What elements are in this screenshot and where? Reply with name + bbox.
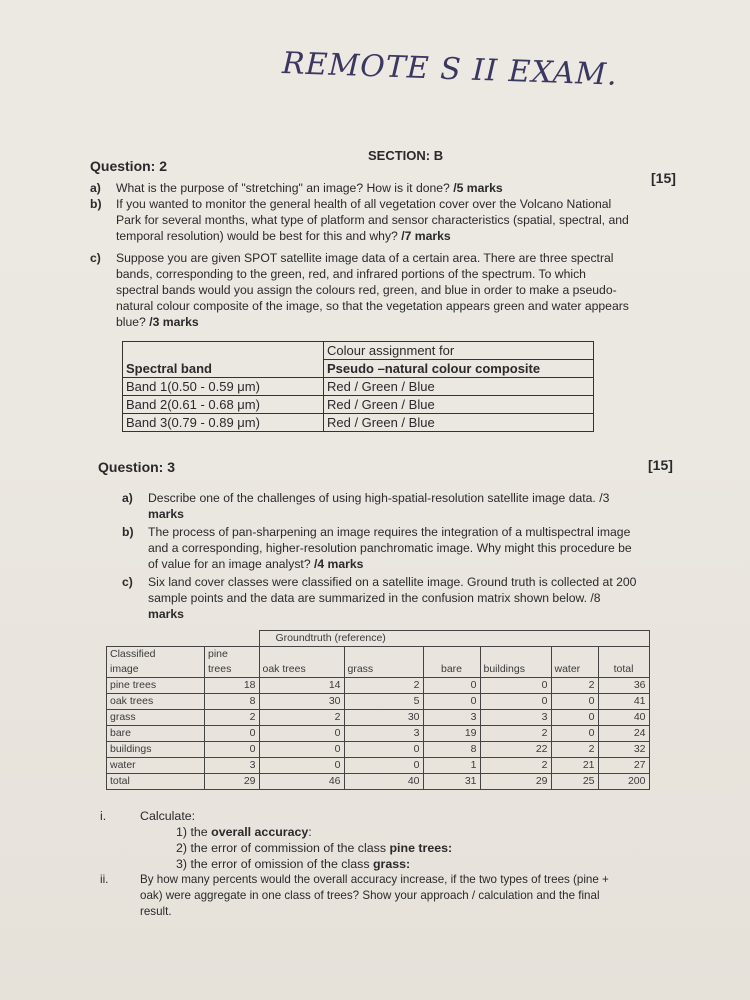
question-2-title: Question: 2: [90, 158, 168, 174]
cell: 200: [598, 774, 649, 790]
cell: 0: [259, 726, 344, 742]
table-row: [107, 710, 650, 726]
q3a-label: a): [122, 491, 133, 505]
row-label-pine: pine trees: [107, 678, 205, 694]
question-2-marks: [15]: [651, 170, 676, 186]
cell: 36: [598, 678, 649, 694]
band-2-cell: Band 2(0.61 - 0.68 μm): [123, 396, 324, 414]
band-1-cell: Band 1(0.50 - 0.59 μm): [123, 378, 324, 396]
table-row: [107, 774, 650, 790]
row-label-grass: grass: [107, 710, 205, 726]
cell: 0: [551, 710, 598, 726]
q2b-line-2: Park for several months, what type of platform and sensor characteristics (spatial, spectral, and: [116, 213, 629, 227]
q2c-label: c): [90, 251, 101, 265]
cell: 19: [423, 726, 480, 742]
q3b-line-2: and a corresponding, higher-resolution panchromatic image. Why might this procedure be: [148, 541, 632, 555]
q3b-label: b): [122, 525, 134, 539]
band-3-colours: Red / Green / Blue: [324, 414, 594, 432]
question-3-marks: [15]: [648, 457, 673, 473]
cell: 40: [598, 710, 649, 726]
q2a-marks: /5 marks: [453, 181, 503, 195]
cell: 31: [423, 774, 480, 790]
table-row: [107, 647, 650, 678]
table-row: [123, 396, 594, 414]
cell: 2: [480, 758, 551, 774]
q2b-label: b): [90, 197, 102, 211]
cell: 18: [205, 678, 260, 694]
calc-title: Calculate:: [140, 809, 196, 823]
cell: 2: [205, 710, 260, 726]
col-header-total: total: [598, 647, 649, 678]
q2-part-a: [90, 180, 716, 196]
cell: 22: [480, 742, 551, 758]
calc-ii-label: ii.: [100, 873, 109, 886]
cell: 27: [598, 758, 649, 774]
cell: 8: [423, 742, 480, 758]
q2c-line-1: Suppose you are given SPOT satellite image data of a certain area. There are three spectral: [116, 251, 614, 265]
calc-section: [100, 808, 720, 872]
q3a-line-2: marks: [148, 507, 184, 521]
cell: 3: [344, 726, 423, 742]
cell: 0: [480, 678, 551, 694]
section-title: SECTION: B: [368, 148, 444, 163]
confusion-matrix: [106, 630, 650, 790]
q2c-marks: /3 marks: [149, 315, 199, 329]
cell: 5: [344, 694, 423, 710]
band-3-cell: Band 3(0.79 - 0.89 μm): [123, 414, 324, 432]
calc-ii-line-1: By how many percents would the overall accuracy increase, if the two types of trees (pine +: [140, 873, 609, 886]
table-row: [123, 342, 594, 360]
q3-part-b: [122, 524, 728, 572]
cell: 30: [259, 694, 344, 710]
q2c-line-3: spectral bands would you assign the colours red, green, and blue in order to make a pseudo-: [116, 283, 617, 297]
q3-part-a: [122, 490, 728, 522]
cell: 0: [551, 694, 598, 710]
calc-ii-line-3: result.: [140, 905, 172, 918]
col-header-oak: oak trees: [259, 647, 344, 678]
cell: 2: [259, 710, 344, 726]
cell: 2: [551, 678, 598, 694]
cell: 0: [259, 758, 344, 774]
q3-part-c: [122, 574, 728, 622]
row-label-total: total: [107, 774, 205, 790]
calc-i-label: i.: [100, 809, 107, 823]
table-row: [107, 694, 650, 710]
q3b-line-1: The process of pan-sharpening an image requires the integration of a multispectral image: [148, 525, 631, 539]
cell: 8: [205, 694, 260, 710]
handwritten-title: REMOTE S II EXAM.: [281, 46, 619, 93]
table-row: [107, 678, 650, 694]
header-pseudo-natural: Pseudo –natural colour composite: [324, 360, 594, 378]
corner-header: Classified image: [107, 647, 205, 678]
cell: 3: [423, 710, 480, 726]
cell: 2: [344, 678, 423, 694]
calc-ii-line-2: oak) were aggregate in one class of trees? Show your approach / calculation and the final: [140, 889, 600, 902]
q2b-line-1: If you wanted to monitor the general health of all vegetation cover over the Volcano National: [116, 197, 612, 211]
calc-ii-section: [100, 872, 720, 920]
q2b-line-3: temporal resolution) would be best for this and why?: [116, 229, 402, 243]
cell: 32: [598, 742, 649, 758]
q2-part-c: [90, 250, 731, 330]
q2-part-b: [90, 196, 726, 244]
cell: 29: [480, 774, 551, 790]
band-2-colours: Red / Green / Blue: [324, 396, 594, 414]
q3a-line-1: Describe one of the challenges of using high-spatial-resolution satellite image data. /3: [148, 491, 610, 505]
q3c-line-3: marks: [148, 607, 184, 621]
table-row: [107, 758, 650, 774]
table-row: [107, 631, 650, 647]
q2a-text: What is the purpose of "stretching" an image? How is it done?: [116, 181, 454, 195]
cell: 21: [551, 758, 598, 774]
cell: 41: [598, 694, 649, 710]
calc-item-3: 3) the error of omission of the class grass:: [176, 857, 411, 871]
row-label-water: water: [107, 758, 205, 774]
table-row: [107, 726, 650, 742]
header-colour-assignment: Colour assignment for: [324, 342, 594, 360]
colour-assignment-table: [122, 341, 594, 432]
cell: 0: [205, 742, 260, 758]
q3b-line-3: of value for an image analyst?: [148, 557, 314, 571]
row-label-bare: bare: [107, 726, 205, 742]
band-1-colours: Red / Green / Blue: [324, 378, 594, 396]
col-header-grass: grass: [344, 647, 423, 678]
q3c-label: c): [122, 575, 133, 589]
cell: 14: [259, 678, 344, 694]
cell: 0: [551, 726, 598, 742]
q3b-marks: /4 marks: [313, 557, 364, 571]
cell: 30: [344, 710, 423, 726]
cell: 3: [480, 710, 551, 726]
cell: 2: [480, 726, 551, 742]
cell: 0: [344, 742, 423, 758]
cell: 29: [205, 774, 260, 790]
col-header-buildings: buildings: [480, 647, 551, 678]
cell: 24: [598, 726, 649, 742]
cell: 0: [480, 694, 551, 710]
calc-item-2: 2) the error of commission of the class pine trees:: [176, 841, 453, 855]
q2b-marks: /7 marks: [401, 229, 451, 243]
question-3-title: Question: 3: [98, 459, 176, 475]
table-row: [123, 414, 594, 432]
cell: 25: [551, 774, 598, 790]
table-row: [107, 742, 650, 758]
cell: 40: [344, 774, 423, 790]
q2c-line-2: bands, corresponding to the green, red, and infrared portions of the spectrum. To which: [116, 267, 586, 281]
table-row: [123, 378, 594, 396]
cell: 46: [259, 774, 344, 790]
row-label-buildings: buildings: [107, 742, 205, 758]
cell: 1: [423, 758, 480, 774]
calc-item-1: 1) the overall accuracy:: [176, 825, 312, 839]
cell: 0: [344, 758, 423, 774]
cell: 2: [551, 742, 598, 758]
header-spectral-band: Spectral band: [123, 342, 324, 378]
cell: 0: [423, 678, 480, 694]
col-header-water: water: [551, 647, 598, 678]
col-header-pine: pine trees: [205, 647, 260, 678]
cell: 0: [205, 726, 260, 742]
q2c-line-5: blue?: [116, 315, 150, 329]
q3c-line-2: sample points and the data are summarized in the confusion matrix shown below. /8: [148, 591, 601, 605]
q3c-line-1: Six land cover classes were classified on a satellite image. Ground truth is collected at 200: [148, 575, 637, 589]
col-header-bare: bare: [423, 647, 480, 678]
cell: 0: [259, 742, 344, 758]
q2c-line-4: natural colour composite of the image, so that the vegetation appears green and water appears: [116, 299, 629, 313]
q2a-label: a): [90, 181, 101, 195]
groundtruth-label: Groundtruth (reference): [259, 631, 649, 647]
cell: 0: [423, 694, 480, 710]
row-label-oak: oak trees: [107, 694, 205, 710]
cell: 3: [205, 758, 260, 774]
